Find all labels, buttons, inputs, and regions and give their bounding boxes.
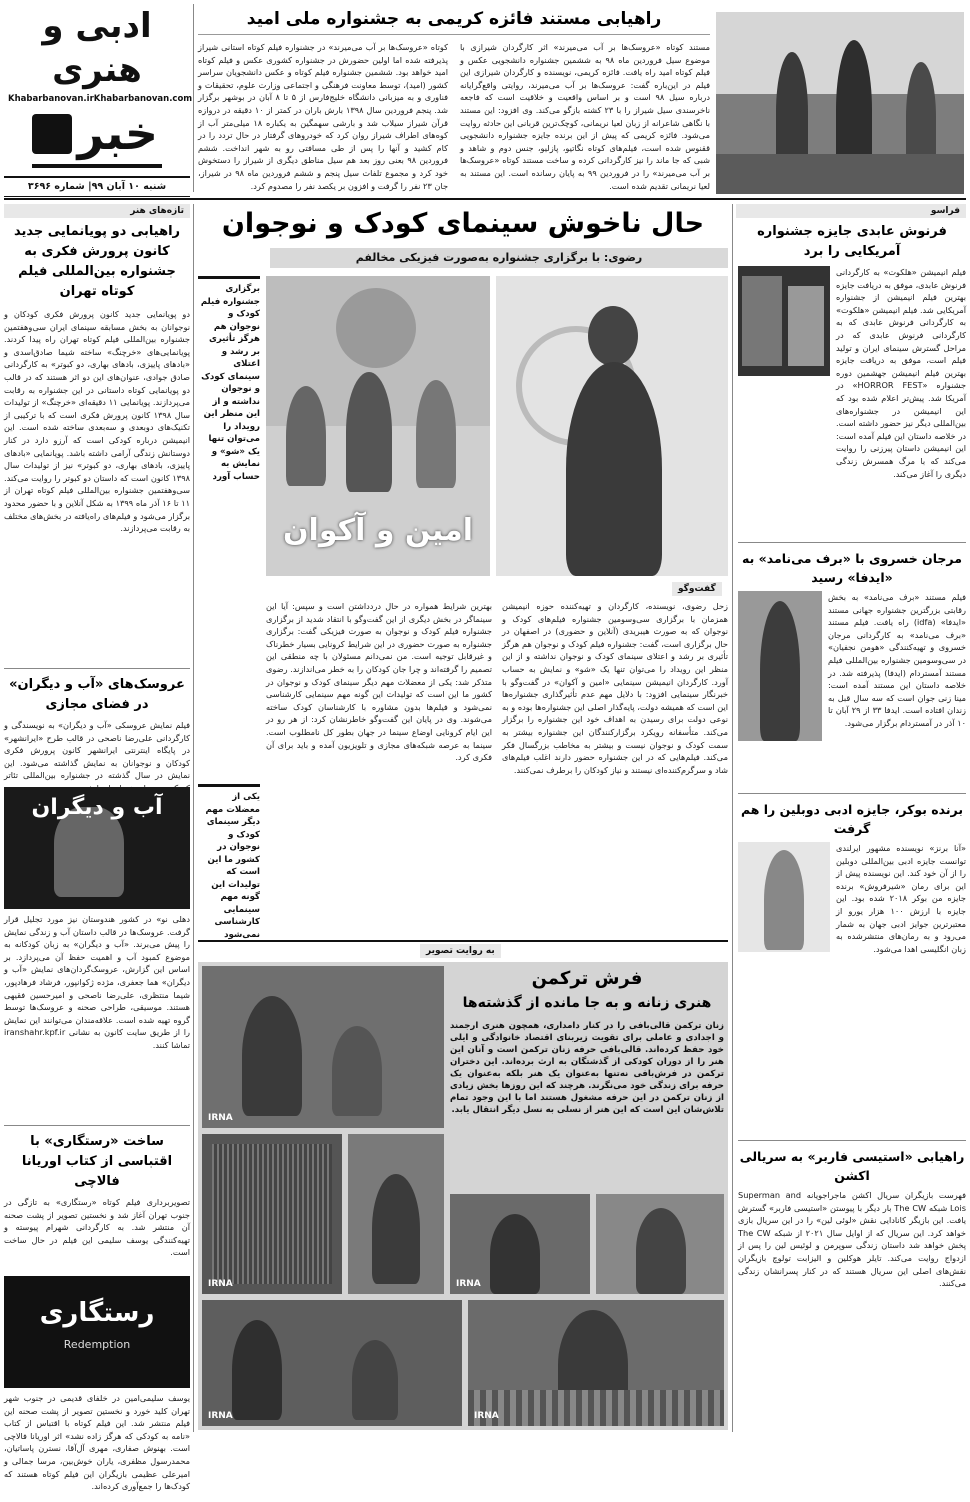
section-title: ادبی و هنری xyxy=(42,6,152,90)
sidebar-tag: تازه‌های هنر xyxy=(4,204,190,218)
top-story-col1: مستند کوتاه «عروسک‌ها بر آب می‌میرند» اثر کارگردان شیرازی با موضوع سیل فروردین ماه ۹۸ به ششمین جشنواره دانشجویی عکس و فیلم کوتاه امید راه یافت. فائزه کریمی، نویسنده و کارگردان شیرازی این فیلم در این‌باره گفت: عروسک‌ها بر آب می‌میرند، روایتی واقع‌گرایانه درباره سیل ۹۸ است و بر اساس واقعیت و خلاقیت است که فاجعه ناخرسندی سیل شیراز را با ۲۳ کشته بازگو می‌کند. وی افزود: این مستند با نگاهی شاعرانه از زبان لعیا نریمانی، کوچک‌ترین قربانی این حادثه روایت می‌شود. فائزه کریمی که پیش از این برنده جایزه جشنواره دانشجویی ققنوس شده است، فیلم‌های کوتاه نگاتیو، پازلیو، جنس دوم و شاهد و شبی که جا ماند را نیز کارگردانی کرده و ساخت مستند کوتاه «عروسک‌ها بر آب می‌میرند» را در فروردین ۹۹ به پایان رسانده است. این مستند به لعیا نریمانی تقدیم شده است. xyxy=(460,42,711,191)
issue-date: شنبه ۱۰ آبان ۹۹| شماره ۳۶۹۶ xyxy=(4,176,190,197)
sidebar-story2-title: عروسک‌های «آب و دیگران» در فضای مجازی xyxy=(9,677,185,712)
photo-report-text xyxy=(450,966,724,1190)
anna-burns-photo xyxy=(738,842,830,952)
marjan-khosravi-photo xyxy=(738,591,822,741)
right-column xyxy=(738,222,966,1432)
logo: خبر xyxy=(32,110,162,168)
right-story2-title: مرجان خسروی با «برف می‌نامد» به «ایدفا» رسید xyxy=(742,551,962,585)
top-story-photo xyxy=(716,12,964,194)
sidebar-story2-body: فیلم‌ نمایش عروسکی «آب و دیگران» به نویسندگی و کارگردانی علی‌رضا ناصحی در قالب طرح «ایرانشهر» در پایگاه اینترنتی ایرانشهر کانون پرورش فکری کودکان و نوجوانان به نمایش گذاشته می‌شود. این نمایش در سال گذشته در جشنواره بین‌المللی تئاتر xyxy=(4,720,190,781)
site-link-ir[interactable]: Khabarbanovan.ir xyxy=(8,94,94,104)
top-story-col2: کوتاه «عروسک‌ها بر آب می‌میرند» در جشنواره فیلم کوتاه استانی شیراز پذیرفته شده اما اولین حضورش در جشنواره کشوری عکس و فیلم کوتاه امید خواهد بود. ششمین جشنواره فیلم کوتاه و عکس دانشجویان سراسر کشور (امید)، توسط معاونت فرهنگی و اجتماعی وزارت علوم، تحقیقات و فناوری و به میزبانی دانشگاه خلیج‌فارس از ۵ تا ۸ آبان در بوشهر برگزار شد. پنجم فروردین سال ۱۳۹۸ بارش باران در کمتر از ۱۰ دقیقه در دروازه قرآن شیراز سیلاب شد و بارشی سهمگین به یکباره ۱۸ میلی‌متر آب از کوه‌های اطراف شیراز روان کرد که خودروهای گرفتار در حال تردد را در کام کشید و آنها را پس از طی مسافتی رو به شهر انداخت. ششم فروردین ۹۸ بعنی روز بعد هم سیل مناطق دیگری از شیراز را دستخوش خود کرد و مجموع تلفات سیل پنجم و ششم فروردین ماه ۹۸ در شیراز، جان ۲۳ نفر را گرفت و افزون بر یکصد نفر را مصدوم کرد. xyxy=(198,42,448,191)
top-story-title: راهیابی مستند فائزه کریمی به جشنواره ملی امید xyxy=(198,4,710,35)
right-story1-body: فیلم انیمیشن «هلکوت» به کارگردانی فرنوش عابدی، موفق به دریافت جایزه بهترین فیلم انیمیشن از جشنواره آمریکایی شد. فیلم انیمیشن «هلکوت» به کارگردانی فرنوش عابدی که به کارگردانی فرنوش عابدی که در مراحل گسترش سینمای ایران و تولید فیلم است، موفق به دریافت جایزه بهترین فیلم انیمیشن جهشمین دوره جشنواره «HORROR FEST» در آمریکا شد. پیش‌تر اعلام شده بود که این انیمیشن در جشنواره‌های بین‌المللی دیگر نیز حضور داشته است. در خلاصه داستان این فیلم آمده است: این انیمیشن داستان پیرزنی را روایت می‌کند که با مرگ همسرش زندگی دیگری را آغاز می‌کند. xyxy=(836,267,967,479)
carpet-photo-3 xyxy=(348,1134,444,1294)
photo-report-title: فرش ترکمن xyxy=(531,968,643,989)
carpet-photo-2: IRNA xyxy=(202,1134,342,1294)
top-story xyxy=(198,4,710,194)
farnoosh-abedi-photo xyxy=(738,266,830,376)
main-col2: بهترین شرایط همواره در حال دردداشتن است و سپس: آیا این سینماگر در بخش دیگری از این گفت‌وگو با انتقاد شدید از برگزاری جشنواره فیلم کودک و نوجوان به صورت فیزیکی گفت: برگزاری جشنواره به صورت حضوری در این شرایط کرونایی بسیار خطرناک و غیرقابل توجیه است. من نمی‌دانم مسئولان با چه منطقی این تصمیم را گرفته‌اند و چرا جان کودکان را به خطر می‌اندازند. رضوی متذکر شد: یکی از معضلات مهم دیگر سینمای کودک و نوجوان در کشور ما این است که تولیدات این گونه مهم سینمایی کارشناسی نمی‌شود و فیلم‌ها بدون مشاوره با کارشناسان کودک ساخته می‌شوند. وی در پایان این گفت‌وگو خاطرنشان کرد: از هر رو در این ایام کرونایی اوضاع سینما در جهان بطور کل نامطلوب است. سینما به عرصه شبکه‌های مجازی و تلویزیون آمده و باید برای آن فکری کرد. xyxy=(266,601,492,763)
razavi-photo xyxy=(496,276,728,576)
right-tag: فراسو xyxy=(736,204,966,218)
carpet-photo-5 xyxy=(596,1194,724,1294)
sidebar-story3-body: تصویربرداری فیلم کوتاه «رستگاری» به تازگی در جنوب تهران آغاز شد و نخستین تصویر از پشت صحنه آن منتشر شد. به کارگردانی شهرام پیوسته و تهیه‌کنندگی یوسف سلیمی این فیلم در حال ساخت است. xyxy=(4,1197,190,1258)
sidebar-story2-body2: دهلی نو» در کشور هندوستان نیز مورد تجلیل قرار گرفت. عروسک‌ها در قالب داستان آب و زندگی نمایش را پیش می‌برند. «آب و دیگران» به زبان کودکانه به موضوع کمبود آب و اهمیت حفظ آن می‌پردازد. بر اساس این گزارش، عروسک‌گردان‌های نمایش «آب و دیگران» هما جعفری، مژده ژکوانپور، فرشاد فرهادپور، شیما منتظری، علی‌رضا ناصحی و امیرحسین فقیهی هستند. موسیقی، طراحی صحنه و عروسک‌ها توسط گروه تهیه شده است. علاقه‌مندان می‌توانند این نمایش را از طریق سایت کانون به نشانی iranshahr.kpf.ir تماشا کنند. xyxy=(4,914,190,1050)
sidebar-story3-body2: یوسف سلیمی‌امین در خلفای قدیمی در جنوب شهر تهران کلید خورد و نخستین تصویر از پشت صحنه این فیلم منتشر شد. این فیلم کوتاه با اقتباس از کتاب «نامه به کودکی که هرگز زاده نشد» اثر اوریانا فالاچی است. بهنوش صفاری، مهری آل‌آقا، نسترن پاساتیان، محمدرسول مظفری، یاران خوش‌بین، مرسا جمالی و امیرعلی عظیمی بازیگران این فیلم کوتاه هستند که کودک‌ها را جمع‌آوری کرده‌اند. xyxy=(4,1393,190,1492)
carpet-photo-4: IRNA xyxy=(450,1194,590,1294)
main-col1: زحل رضوی، نویسنده، کارگردان و تهیه‌کننده حوزه انیمیشن همزمان با برگزاری سی‌وسومین جشنواره فیلم‌های کودک و نوجوان که به صورت هیبریدی (آنلاین و حضوری) در اصفهان در حال برگزاری است، گفت: جشنواره فیلم کودک و نوجوان هم هرگز تأثیری بر رشد و اعتلای سینمای کودک و نوجوان نداشته و از این منظر این رویداد را می‌توان تنها یک «شو» و نمایش به حساب آورد. کارگردان انیمیشن سینمایی «امین و آکوان» در گفت‌وگو با خبرنگار سینمایی افزود: با دلایل مهم عدم تأثیرگذاری جشنواره‌ها این است که همیشه دولت، پایه‌گذار اصلی این جشنواره‌ها بوده و به نوعی دولت برای رسیدن به اهداف خود این جشنواره را برگزار می‌کند. متأسفانه رویکرد برگزارکنندگان این جشنواره بیشتر به سمت کودک و نوجوان نیست و بیشتر به مخاطب بزرگسال فکر می‌کند. فیلم‌هایی که در این جشنواره حضور دارند اغلب فیلم‌های شاد و سرگرم‌کننده‌ای نیستند و نیاز کودکان را برطرف نمی‌کنند. xyxy=(502,601,728,775)
photo-report-caption: زنان ترکمن قالی‌بافی را در کنار دامداری، همچون هنری ارجمند و اجدادی و عاملی برای تقویت زیربنای اقتصاد خانوادگی و ایلی خود حفظ کرده‌اند. قالی‌بافی حرفه زنان ترکمن است و آنان این هنر را از دوران کودکی از گذشتگان به ارث برده‌اند. این دختران ترکمن در فرش‌بافی نه‌تنها به‌عنوان یک هنر بلکه به‌عنوان یک حرفه برای زندگی خود می‌نگرند. هرچند که این روزها بخش زیادی از زنان ترکمن در این حرفه مشغول هستند اما با این وجود تمام تلاش‌شان این است که این هنر از نسلی به نسل دیگر انتقال یابد. xyxy=(450,1021,724,1115)
sidebar xyxy=(4,222,191,1492)
main-body xyxy=(266,600,728,936)
main-title: حال ناخوش سینمای کودک و نوجوان xyxy=(221,208,705,239)
sidebar-story1-body: دو پویانمایی جدید کانون پرورش فکری کودکان و نوجوانان به بخش مسابقه سینمای ایران سی‌وهفتمین جشنواره بین‌المللی فیلم کوتاه تهران راه پیدا کردند. پویانمایی‌های «خرچنگ» ساخته شیما صادق‌اسدی و «بادهای پاییزی، بادهای بهاری، دو کبوتر» به کارگردانی صادق جوادی، عنوان‌های این دو اثر هستند که در قالب دو پویانمایی کوتاه داستانی در این جشنواره به رقابت می‌پردازند. پویانمایی ۱۱ دقیقه‌ای «خرچنگ» از تولیدات سال ۱۳۹۸ کانون پرورش فکری است که با ترکیبی از تکنیک‌های دوبعدی و سه‌بعدی ساخته شده است. این انیمیشن درباره کودکی است که آرزو دارد در کنار دوستانش زندگی آرامی داشته باشد. پویانمایی «بادهای پاییزی، بادهای بهاری، دو کبوتر» نیز از تولیدات سال ۱۳۹۸ کانون است که داستان دو کبوتر را روایت می‌کند. سی‌وهفتمین جشنواره بین‌المللی فیلم کوتاه تهران از ۱۱ تا ۱۶ آذر ماه ۱۳۹۹ به شکل آنلاین و با حضور محدود برگزار می‌شود و فیلم‌های راه‌یافته در بخش‌های مختلف به رقابت می‌پردازند. xyxy=(4,309,191,534)
site-link-com[interactable]: Khabarbanovan.com xyxy=(93,94,193,104)
carpet-photo-7: IRNA xyxy=(468,1300,724,1426)
carpet-photo-6: IRNA xyxy=(202,1300,462,1426)
photo-report-subtitle: هنری زنانه و به جا مانده از گذشته‌ها xyxy=(462,995,712,1011)
sidebar-story1-title: راهیابی دو پویانمایی جدید کانون پرورش فکری به جشنواره بین‌المللی فیلم کوتاه تهران xyxy=(13,224,181,299)
right-story2-body: فیلم مستند «برف می‌نامد» به بخش رقابتی بزرگترین جشنواره جهانی مستند «ایدفا» (idfa) راه یافت. فیلم مستند «برف می‌نامد» به کارگردانی مرجان خسروی و تهیه‌کنندگی «هومن نجفیان» در سی‌وسومین جشنواره بین‌المللی فیلم مستند آمستردام (ایدفا) پذیرفته شد. در خلاصه داستان این مستند آمده است: مینا زنی جوان است که سه سال قبل به زندان افتاده است. ایدفا ۳۳ از ۲۹ آبان تا ۱۰ آذر در آمستردام برگزار می‌شود. xyxy=(828,592,966,728)
sidebar-story3-title: ساخت «رستگاری» با اقتباسی از کتاب اوریانا فالاچی xyxy=(21,1134,173,1189)
poster-ab-va-digaran: آب و دیگران xyxy=(4,787,190,909)
amin-va-akvan-poster: امین و آکوان xyxy=(266,276,490,576)
carpet-photo-1: IRNA xyxy=(202,966,444,1128)
right-story1-title: فرنوش عابدی جایزه جشنواره آمریکایی را برد xyxy=(757,224,947,259)
main-pullquote1: برگزاری جشنواره فیلم کودک و نوجوان هم هرگز تأثیری بر رشد و اعتلای سینمای کودک و نوجوان نداشته و از این منظر این رویداد را می‌توان تنها یک «شو» و نمایش به حساب آورد xyxy=(198,276,260,576)
right-story4-body: فهرست بازیگران سریال اکشن ماجراجویانه Superman and Lois شبکه The CW بار دیگر با پیوستن «استیسی فاربر» گسترش یافت. این بازیگر کانادایی نقش «لوئی لین» را در این سریال بازی خواهد کرد. این سریال که از اوایل سال ۲۰۲۱ از شبکه The CW پخش خواهد شد داستان زندگی سوپرمن و لوئیس لین را پس از ازدواج روایت می‌کند. تایلر هوکلین و الیزابت تولوچ بازیگران نقش‌های اصلی این سریال هستند که در کنار پسرانشان زندگی می‌کنند. xyxy=(738,1190,966,1289)
main-subtitle: رضوی: با برگزاری جشنواره به‌صورت فیزیکی مخالفم xyxy=(270,248,728,268)
main-pullquote2: یکی از معضلات مهم دیگر سینمای کودک و نوجوان در کشور ما این است که تولیدات این گونه مهم سینمایی کارشناسی نمی‌شود xyxy=(198,784,260,934)
interview-tag: گفت‌وگو xyxy=(672,582,722,596)
photo-report-tag: به روایت تصویر xyxy=(420,944,501,958)
photo-report xyxy=(198,962,728,1430)
poster-rastegari: رستگاری Redemption xyxy=(4,1276,190,1388)
masthead xyxy=(4,4,193,192)
right-story3-title: برنده بوکر، جایزه ادبی دوبلین را هم گرفت xyxy=(740,802,964,836)
right-story3-body: «آنا برنز» نویسنده مشهور ایرلندی توانست جایزه ادبی بین‌المللی دوبلین را از آن خود کند. این نویسنده پیش از این برای رمان «شیرفروش» برنده جایزه من بوکر ۲۰۱۸ شده بود. این جایزه با ارزش ۱۰۰ هزار یورو از معتبرترین جوایز ادبی جهان به شمار می‌رود و به رمان‌های منتشرشده به زبان انگلیسی اهدا می‌شود. xyxy=(836,843,966,954)
right-story4-title: راهیابی «استیسی فاربر» به سریالی اکشن xyxy=(739,1149,965,1183)
